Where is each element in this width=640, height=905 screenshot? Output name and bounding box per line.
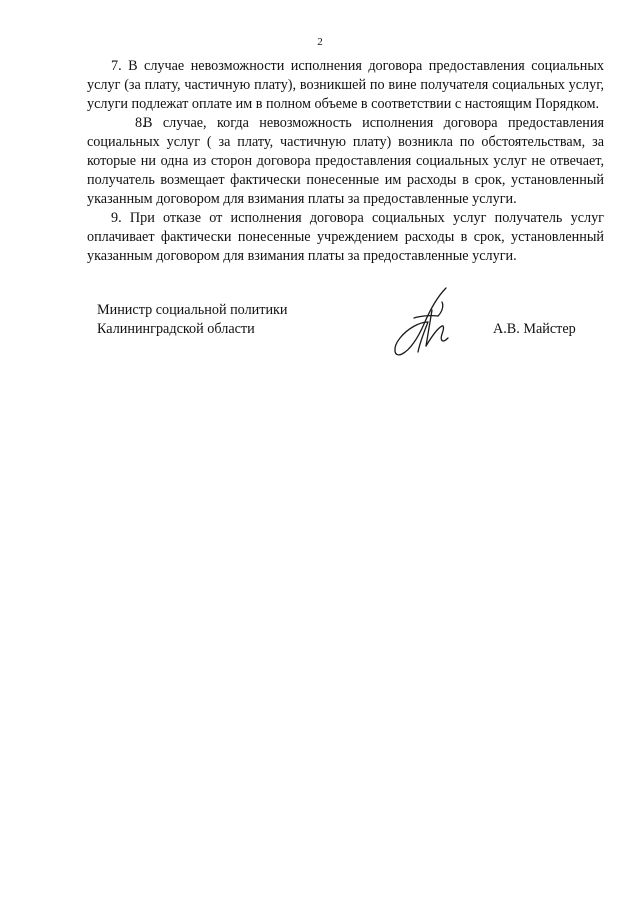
- paragraph-8-number: 8.: [135, 115, 146, 131]
- signer-name: А.В. Майстер: [493, 321, 576, 337]
- paragraph-8: [87, 114, 604, 209]
- paragraph-9: 9. При отказе от исполнения договора социальных услуг получатель услуг оплачивает фактически понесенные учреждением расходы в срок, установленный указанным договором для взимания платы за предоставленные услуги.: [87, 210, 604, 264]
- position-title-line2: Калининградской области: [97, 321, 255, 337]
- document-body: [87, 57, 604, 266]
- paragraph-8-text: В случае, когда невозможность исполнения договора предоставления социальных услуг ( за плату, частичную плату) возникла по обстоятельствам, за которые ни одна из сторон договора предоставления социальных услуг не отвечает, получатель возмещает фактически понесенные им расходы в срок, установленный указанным договором для взимания платы за предоставленные услуги.: [87, 115, 604, 207]
- paragraph-7: 7. В случае невозможности исполнения договора предоставления социальных услуг (за плату, частичную плату), возникшей по вине получателя социальных услуг, услуги подлежат оплате им в полном объеме в соответствии с настоящим Порядком.: [87, 58, 604, 112]
- position-title-line1: Министр социальной политики: [97, 302, 288, 318]
- signatory-position: [97, 301, 288, 339]
- handwritten-signature: [380, 282, 470, 362]
- page-number: 2: [317, 36, 323, 48]
